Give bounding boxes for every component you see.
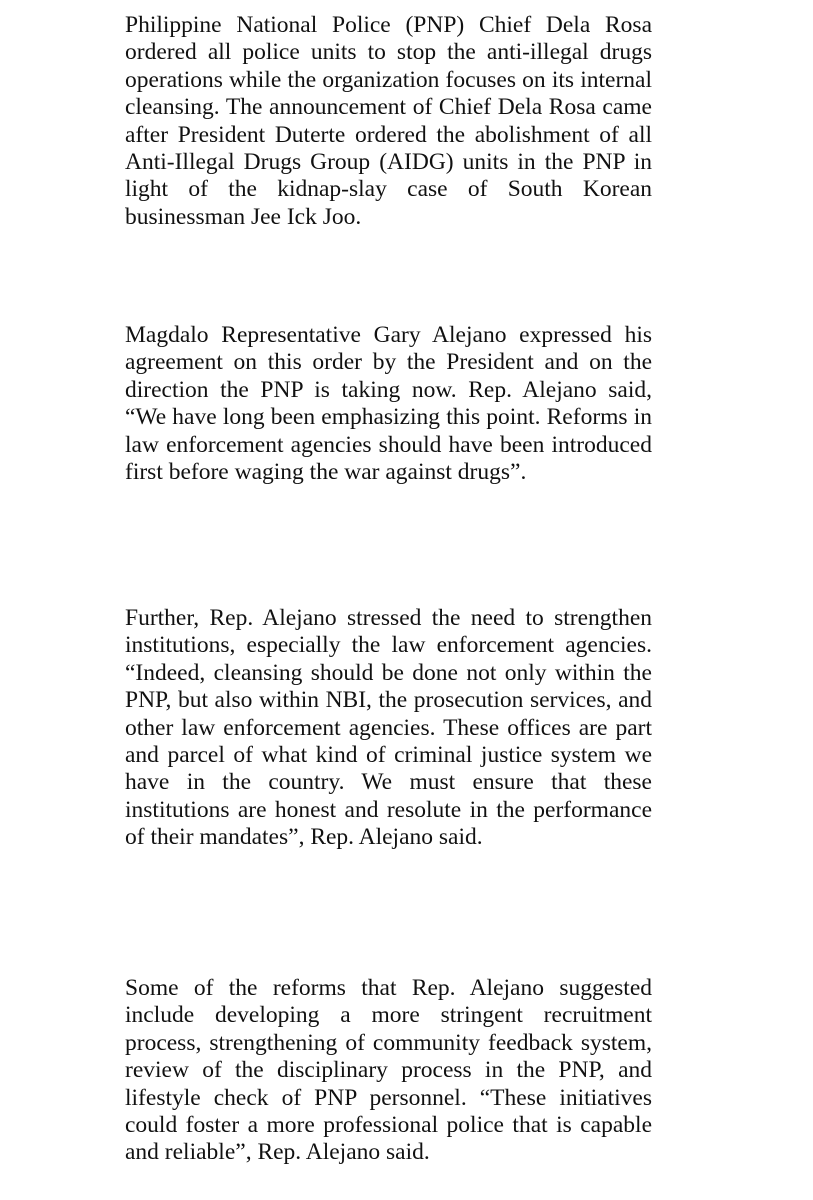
paragraph-strengthen-institutions: Further, Rep. Alejano stressed the need to strengthen institutions, especially the law enforcement agencies. “Indeed, cleansing should be done not only within the PNP, but also within NBI, the prosecution services, and other law enforcement agencies. These offices are part and parcel of what kind of criminal justice system we have in the country. We must ensure that these institutions are honest and resolute in the performance of their mandates”, Rep. Alejano said. (125, 605, 652, 851)
paragraph-pnp-order: Philippine National Police (PNP) Chief Dela Rosa ordered all police units to stop the anti-illegal drugs operations while the organization focuses on its internal cleansing. The announcement of Chief Dela Rosa came after President Duterte ordered the abolishment of all Anti-Illegal Drugs Group (AIDG) units in the PNP in light of the kidnap-slay case of South Korean businessman Jee Ick Joo. (125, 12, 652, 230)
paragraph-alejano-agreement: Magdalo Representative Gary Alejano expressed his agreement on this order by the President and on the direction the PNP is taking now. Rep. Alejano said, “We have long been emphasizing this point. Reforms in law enforcement agencies should have been introduced first before waging the war against drugs”. (125, 322, 652, 486)
paragraph-suggested-reforms: Some of the reforms that Rep. Alejano suggested include developing a more stringent recruitment process, strengthening of community feedback system, review of the disciplinary process in the PNP, and lifestyle check of PNP personnel. “These initiatives could foster a more professional police that is capable and reliable”, Rep. Alejano said. (125, 975, 652, 1166)
